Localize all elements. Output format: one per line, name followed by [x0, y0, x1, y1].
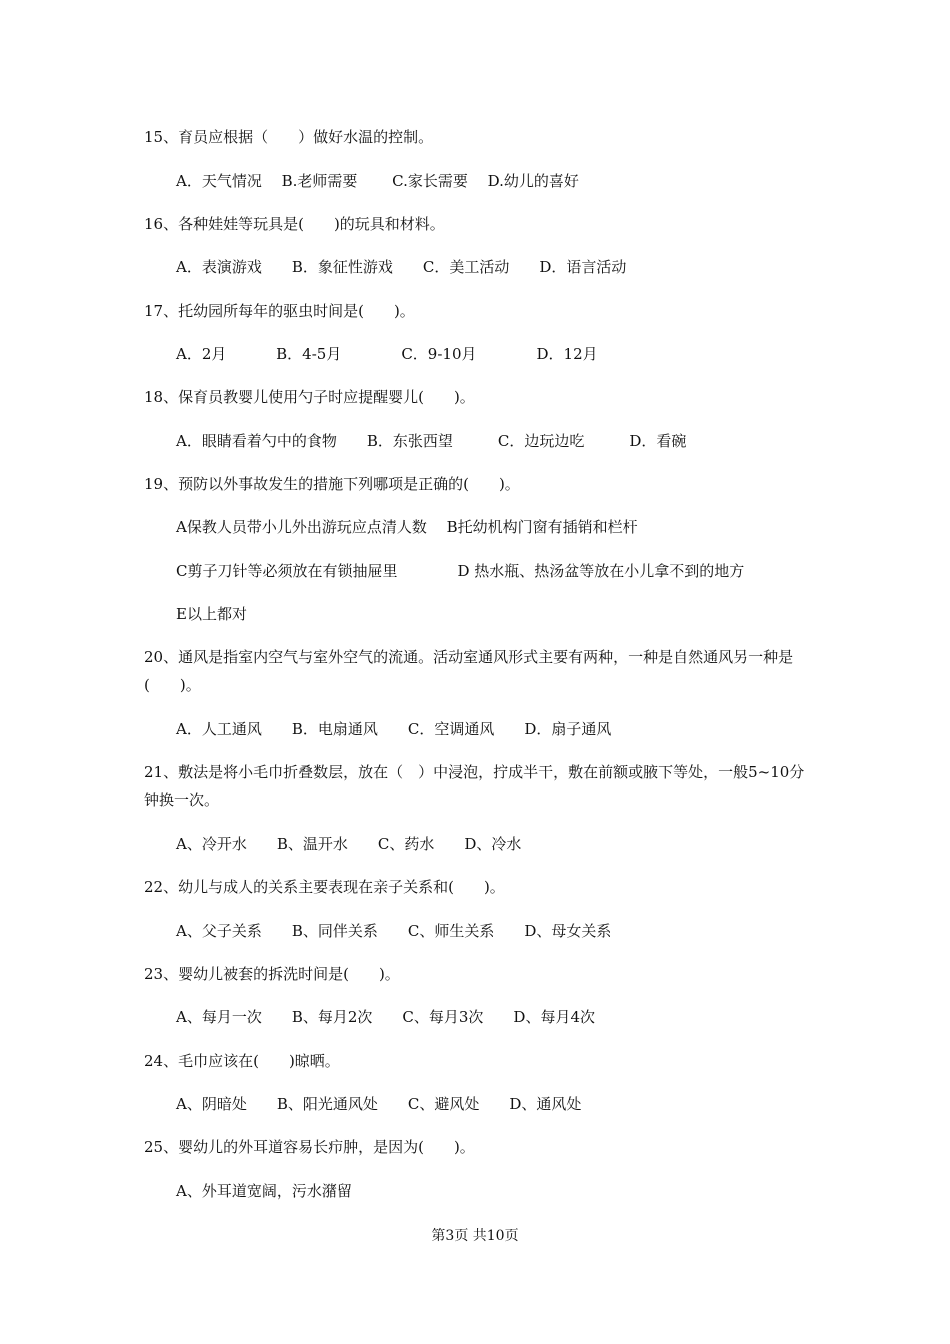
question-24: 24、毛巾应该在( )晾晒。: [144, 1052, 340, 1070]
question-21: 21、敷法是将小毛巾折叠数层，放在（ ）中浸泡，拧成半干，敷在前额或腋下等处，一般5~10分钟换一次。: [144, 763, 805, 809]
options-19-line1: A保教人员带小儿外出游玩应点清人数 B托幼机构门窗有插销和栏杆: [176, 518, 638, 536]
question-16: 16、各种娃娃等玩具是( )的玩具和材料。: [144, 215, 445, 233]
options-18: A．眼睛看着勺中的食物 B．东张西望 C．边玩边吃 D．看碗: [176, 432, 687, 450]
question-22: 22、幼儿与成人的关系主要表现在亲子关系和( )。: [144, 878, 505, 896]
question-23: 23、婴幼儿被套的拆洗时间是( )。: [144, 965, 400, 983]
question-25: 25、婴幼儿的外耳道容易长疖肿，是因为( )。: [144, 1138, 475, 1156]
options-17: A．2月 B．4-5月 C．9-10月 D．12月: [176, 345, 598, 363]
options-20: A．人工通风 B．电扇通风 C．空调通风 D．扇子通风: [176, 720, 612, 738]
options-21: A、冷开水 B、温开水 C、药水 D、冷水: [176, 835, 522, 853]
options-15: A．天气情况 B.老师需要 C.家长需要 D.幼儿的喜好: [176, 172, 579, 190]
options-19-line2: C剪子刀针等必须放在有锁抽屉里 D 热水瓶、热汤盆等放在小儿拿不到的地方: [176, 562, 745, 580]
options-23: A、每月一次 B、每月2次 C、每月3次 D、每月4次: [176, 1008, 595, 1026]
question-15: 15、育员应根据（ ）做好水温的控制。: [144, 128, 434, 146]
question-19: 19、预防以外事故发生的措施下列哪项是正确的( )。: [144, 475, 520, 493]
question-20: 20、通风是指室内空气与室外空气的流通。活动室通风形式主要有两种，一种是自然通风另一种是( )。: [144, 648, 794, 694]
page-footer: 第3页 共10页: [431, 1228, 519, 1244]
options-25: A、外耳道宽阔，污水潴留: [176, 1182, 352, 1200]
options-24: A、阴暗处 B、阳光通风处 C、避风处 D、通风处: [176, 1095, 582, 1113]
question-18: 18、保育员教婴儿使用勺子时应提醒婴儿( )。: [144, 388, 475, 406]
options-16: A．表演游戏 B．象征性游戏 C．美工活动 D．语言活动: [176, 258, 627, 276]
question-17: 17、托幼园所每年的驱虫时间是( )。: [144, 302, 415, 320]
options-22: A、父子关系 B、同伴关系 C、师生关系 D、母女关系: [176, 922, 612, 940]
options-19-line3: E以上都对: [176, 605, 247, 623]
